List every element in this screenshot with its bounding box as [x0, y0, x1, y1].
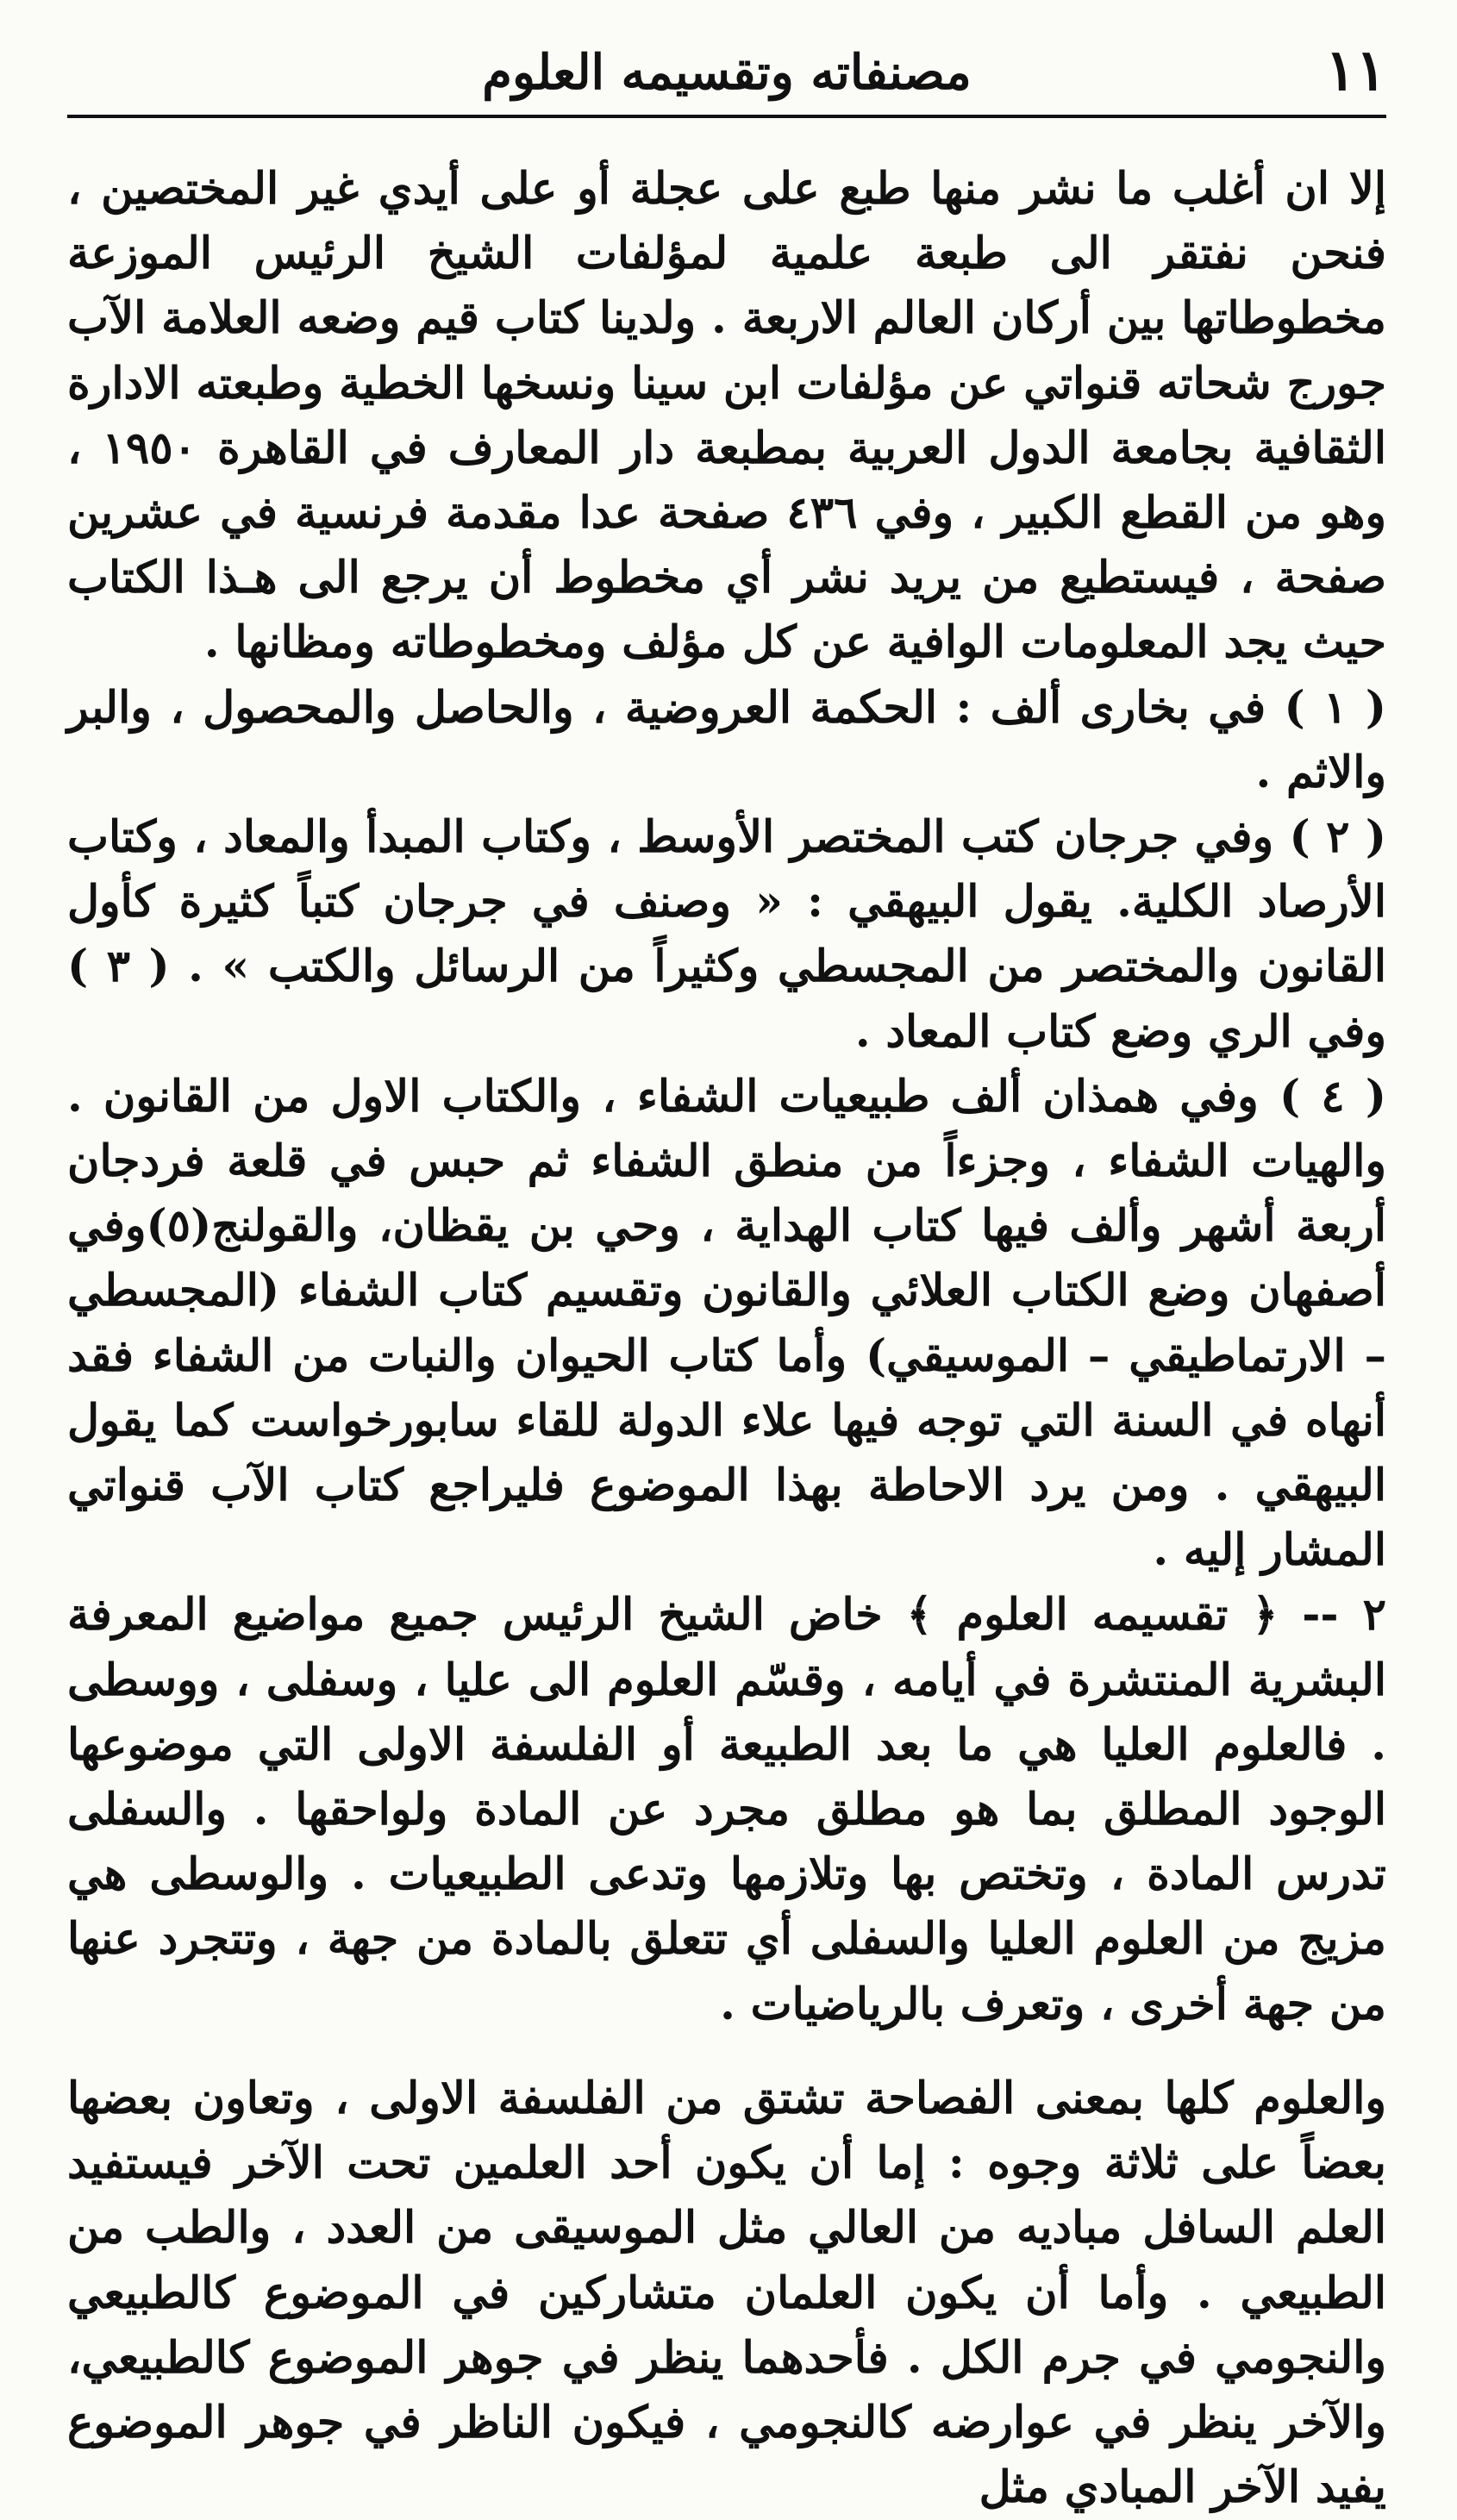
- paragraph: ٢ -- ﴿ تقسيمه العلوم ﴾ خاض الشيخ الرئيس جميع مواضيع المعرفة البشرية المنتشرة في أيامه ، وقسّم العلوم الى عليا ، وسفلى ، ووسطى . فالعلوم العليا هي ما بعد الطبيعة أو الفلسفة الاولى التي موضوعها الوجود المطلق بما هو مطلق مجرد عن المادة ولواحقها . والسفلى تدرس المادة ، وتختص بها وتلازمها وتدعى الطبيعيات . والوسطى هي مزيج من العلوم العليا والسفلى أي تتعلق بالمادة من جهة ، وتتجرد عنها من جهة أخرى ، وتعرف بالرياضيات .: [67, 1589, 1386, 2030]
- page-header: [67, 33, 1386, 110]
- body-text: [67, 157, 1386, 2520]
- paragraph: إلا ان أغلب ما نشر منها طبع على عجلة أو على أيدي غير المختصين ، فنحن نفتقر الى طبعة علمية لمؤلفات الشيخ الرئيس الموزعة مخطوطاتها بين أركان العالم الاربعة . ولدينا كتاب قيم وضعه العلامة الآب جورج شحاته قنواتي عن مؤلفات ابن سينا ونسخها الخطية وطبعته الادارة الثقافية بجامعة الدول العربية بمطبعة دار المعارف في القاهرة ١٩٥٠ ، وهو من القطع الكبير ، وفي ٤٣٦ صفحة عدا مقدمة فرنسية في عشرين صفحة ، فيستطيع من يريد نشر أي مخطوط أن يرجع الى هـذا الكتاب حيث يجد المعلومات الوافية عن كل مؤلف ومخطوطاته ومظانها .: [67, 163, 1386, 669]
- running-title: مصنفاته وتقسيمه العلوم: [482, 44, 972, 101]
- header-rule: [67, 115, 1386, 118]
- page-number: ١١: [1325, 36, 1386, 103]
- paragraph: ( ٤ ) وفي همذان ألف طبيعيات الشفاء ، والكتاب الاول من القانون . والهيات الشفاء ، وجزءاً من منطق الشفاء ثم حبس في قلعة فردجان أربعة أشهر وألف فيها كتاب الهداية ، وحي بن يقظان، والقولنج(٥)وفي أصفهان وضع الكتاب العلائي والقانون وتقسيم كتاب الشفاء (المجسطي – الارتماطيقي – الموسيقي) وأما كتاب الحيوان والنبات من الشفاء فقد أنهاه في السنة التي توجه فيها علاء الدولة للقاء سابورخواست كما يقول البيهقي . ومن يرد الاحاطة بهذا الموضوع فليراجع كتاب الآب قنواتي المشار إليه .: [67, 1070, 1386, 1577]
- paragraph-gap: [67, 2037, 1386, 2067]
- paragraph: ( ١ ) في بخارى ألف : الحكمة العروضية ، والحاصل والمحصول ، والبر والاثم .: [67, 681, 1387, 798]
- paragraph: والعلوم كلها بمعنى الفصاحة تشتق من الفلسفة الاولى ، وتعاون بعضها بعضاً على ثلاثة وجوه : إما أن يكون أحد العلمين تحت الآخر فيستفيد العلم السافل مباديه من العالي مثل الموسيقى من العدد ، والطب من الطبيعي . وأما أن يكون العلمان متشاركين في الموضوع كالطبيعي والنجومي في جرم الكل . فأحدهما ينظر في جوهر الموضوع كالطبيعي، والآخر ينظر في عوارضه كالنجومي ، فيكون الناظر في جوهر الموضوع يفيد الآخر المبادي مثل: [67, 2072, 1386, 2514]
- paragraph: ( ٢ ) وفي جرجان كتب المختصر الأوسط ، وكتاب المبدأ والمعاد ، وكتاب الأرصاد الكلية. يقول البيهقي : « وصنف في جرجان كتباً كثيرة كأول القانون والمختصر من المجسطي وكثيراً من الرسائل والكتب » . ( ٣ ) وفي الري وضع كتاب المعاد .: [67, 811, 1387, 1058]
